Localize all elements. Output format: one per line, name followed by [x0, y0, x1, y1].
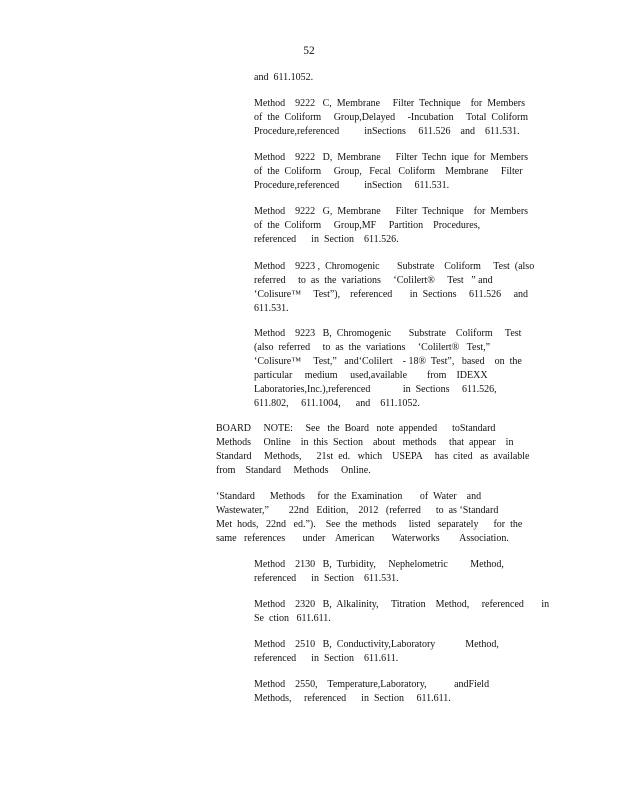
text-line: BOARD NOTE: See the Board note appended toStandard [216, 423, 496, 434]
text-line: Method 2550, Temperature,Laboratory, andField [254, 679, 490, 690]
text-block-continuation [254, 71, 532, 85]
text-line: same references under American Waterworks Association. [216, 533, 509, 544]
text-line: Method 9223 B, Chromogenic Substrate Coliform Test [254, 328, 522, 339]
text-line: Standard Methods, 21st ed. which USEPA has cited as available [216, 451, 530, 462]
method-9222g-entry [254, 205, 532, 247]
text-line: 611.802, 611.1004, and 611.1052. [254, 398, 420, 409]
text-line: Method 2510 B, Conductivity,Laboratory Method, [254, 639, 499, 650]
method-9223-entry [254, 260, 535, 316]
text-line: referenced in Section 611.531. [254, 573, 399, 584]
text-line: Procedure,referenced inSections 611.526 and 611.531. [254, 126, 520, 137]
text-line: (also referred to as the variations ‘Colilert® Test,” [254, 342, 491, 353]
text-line: Se ction 611.611. [254, 613, 331, 624]
standard-methods-22nd-reference [216, 490, 523, 546]
text-line: Laboratories,Inc.),referenced in Sections 611.526, [254, 384, 497, 395]
board-note [216, 422, 530, 478]
text-line: Method 2130 B, Turbidity, Nephelometric Method, [254, 559, 504, 570]
text-line: particular medium used,available from IDEXX [254, 370, 488, 381]
text-line: Method 9223 , Chromogenic Substrate Coliform Test (also [254, 261, 535, 272]
text-line: referred to as the variations ‘Colilert® Test ” and [254, 275, 493, 286]
text-line: from Standard Methods Online. [216, 465, 371, 476]
text-line: ‘Colisure™ Test,” and‘Colilert - 18® Test”, based on the [254, 356, 522, 367]
text-line: of the Coliform Group,MF Partition Procedures, [254, 220, 481, 231]
method-9223b-entry [254, 327, 532, 411]
text-line: Method 9222 D, Membrane Filter Techn ique for Members [254, 152, 529, 163]
text-line: Method 2320 B, Alkalinity, Titration Method, referenced in [254, 599, 550, 610]
text-line: of the Coliform Group,Delayed -Incubation Total Coliform [254, 112, 529, 123]
text-line: referenced in Section 611.611. [254, 653, 399, 664]
text-line: ‘Colisure™ Test”), referenced in Sections 611.526 and [254, 289, 529, 300]
page-number: 52 [303, 45, 315, 57]
method-2550-entry [254, 678, 532, 706]
method-2320b-entry [254, 598, 550, 626]
text-line: 611.531. [254, 303, 289, 314]
text-line: Procedure,referenced inSection 611.531. [254, 180, 450, 191]
text-line: referenced in Section 611.526. [254, 234, 399, 245]
text-line: of the Coliform Group, Fecal Coliform Membrane Filter [254, 166, 523, 177]
method-9222c-entry [254, 97, 532, 139]
text-line: Met hods, 22nd ed.”). See the methods listed separately for the [216, 519, 523, 530]
method-2130b-entry [254, 558, 532, 586]
text-line: Methods, referenced in Section 611.611. [254, 693, 451, 704]
text-line: Methods Online in this Section about methods that appear in [216, 437, 514, 448]
method-2510b-entry [254, 638, 532, 666]
text-line: ‘Standard Methods for the Examination of Water and [216, 491, 482, 502]
text-line: and 611.1052. [254, 72, 314, 83]
text-line: Method 9222 C, Membrane Filter Technique for Members [254, 98, 526, 109]
text-line: Wastewater,” 22nd Edition, 2012 (referred to as ‘Standard [216, 505, 499, 516]
method-9222d-entry [254, 151, 532, 193]
text-line: Method 9222 G, Membrane Filter Technique for Members [254, 206, 529, 217]
